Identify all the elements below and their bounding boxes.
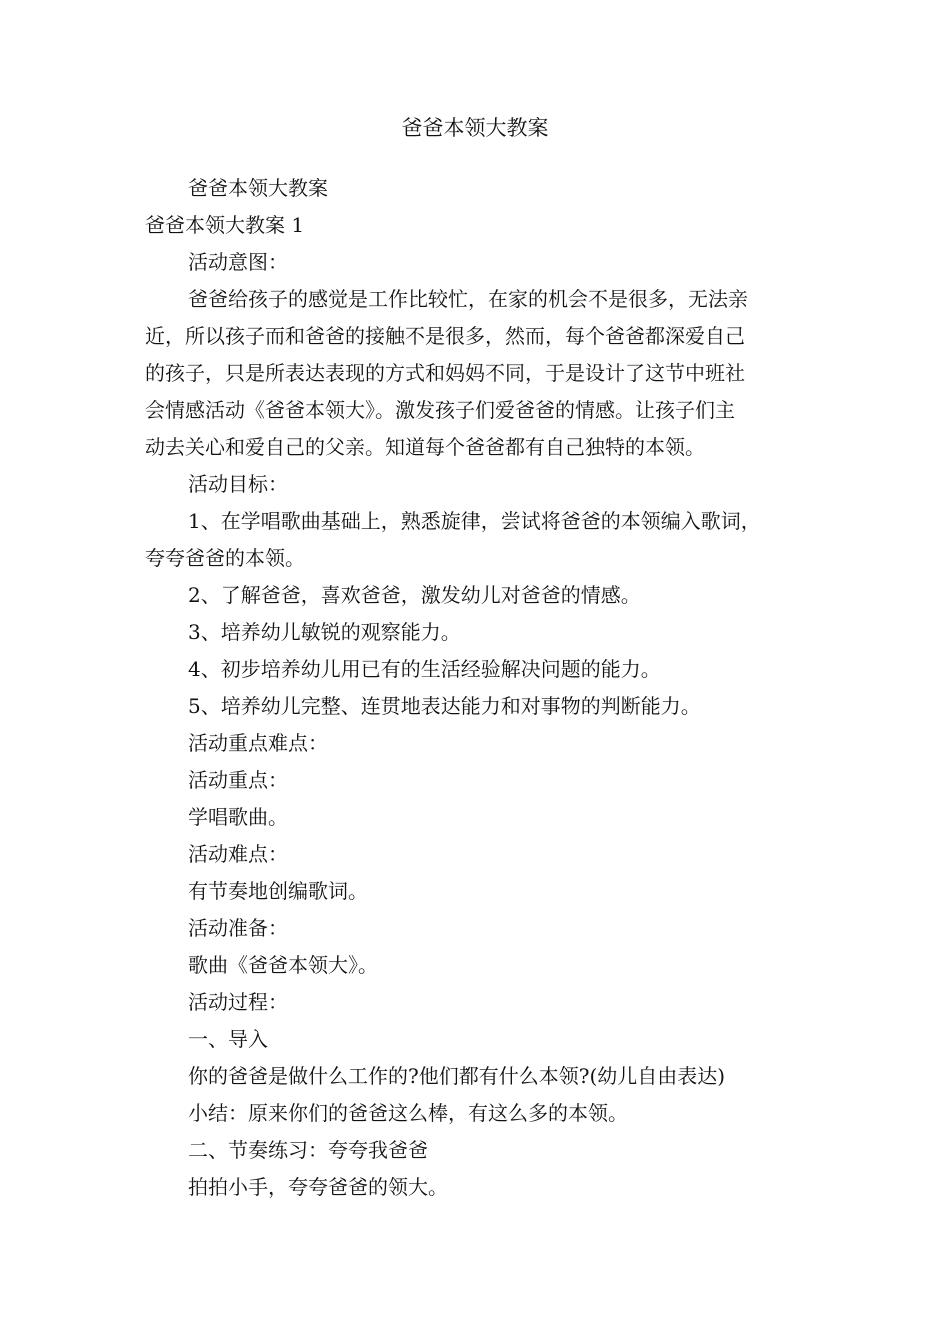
text-line: 学唱歌曲。 — [188, 805, 288, 829]
document-body — [145, 170, 809, 1206]
paragraph-line: 动去关心和爱自己的父亲。知道每个爸爸都有自己独特的本领。 — [145, 435, 705, 459]
heading-key-point: 活动重点： — [188, 768, 288, 792]
heading-activity-intent: 活动意图： — [188, 250, 288, 274]
document-title: 爸爸本领大教案 — [401, 116, 549, 140]
text-line: 你的爸爸是做什么工作的?他们都有什么本领?(幼儿自由表达) — [188, 1064, 726, 1088]
text-line: 歌曲《爸爸本领大》。 — [188, 953, 378, 977]
text-line: 小结：原来你们的爸爸这么棒，有这么多的本领。 — [188, 1101, 628, 1125]
heading-preparation: 活动准备： — [188, 916, 288, 940]
heading-key-difficult-points: 活动重点难点： — [188, 731, 328, 755]
heading-process: 活动过程： — [188, 990, 288, 1014]
goal-item: 4、初步培养幼儿用已有的生活经验解决问题的能力。 — [188, 657, 661, 681]
text-line: 有节奏地创编歌词。 — [188, 879, 368, 903]
goal-item: 1、在学唱歌曲基础上，熟悉旋律，尝试将爸爸的本领编入歌词， — [188, 509, 761, 533]
paragraph-line: 的孩子，只是所表达表现的方式和妈妈不同，于是设计了这节中班社 — [145, 361, 745, 385]
text-line: 拍拍小手，夸夸爸爸的领大。 — [188, 1175, 448, 1199]
step-heading: 二、节奏练习：夸夸我爸爸 — [188, 1138, 428, 1162]
section-heading: 爸爸本领大教案 1 — [145, 213, 305, 237]
goal-item-continued: 夸夸爸爸的本领。 — [145, 546, 305, 570]
paragraph-line: 近，所以孩子而和爸爸的接触不是很多，然而，每个爸爸都深爱自己 — [145, 324, 745, 348]
goal-item: 2、了解爸爸，喜欢爸爸，激发幼儿对爸爸的情感。 — [188, 583, 641, 607]
paragraph-line: 会情感活动《爸爸本领大》。激发孩子们爱爸爸的情感。让孩子们主 — [145, 398, 735, 422]
heading-difficult-point: 活动难点： — [188, 842, 288, 866]
heading-activity-goals: 活动目标： — [188, 472, 288, 496]
paragraph-line: 爸爸给孩子的感觉是工作比较忙，在家的机会不是很多，无法亲 — [188, 287, 748, 311]
step-heading: 一、导入 — [188, 1027, 268, 1051]
goal-item: 5、培养幼儿完整、连贯地表达能力和对事物的判断能力。 — [188, 694, 701, 718]
subtitle-line: 爸爸本领大教案 — [188, 176, 328, 200]
goal-item: 3、培养幼儿敏锐的观察能力。 — [188, 620, 461, 644]
